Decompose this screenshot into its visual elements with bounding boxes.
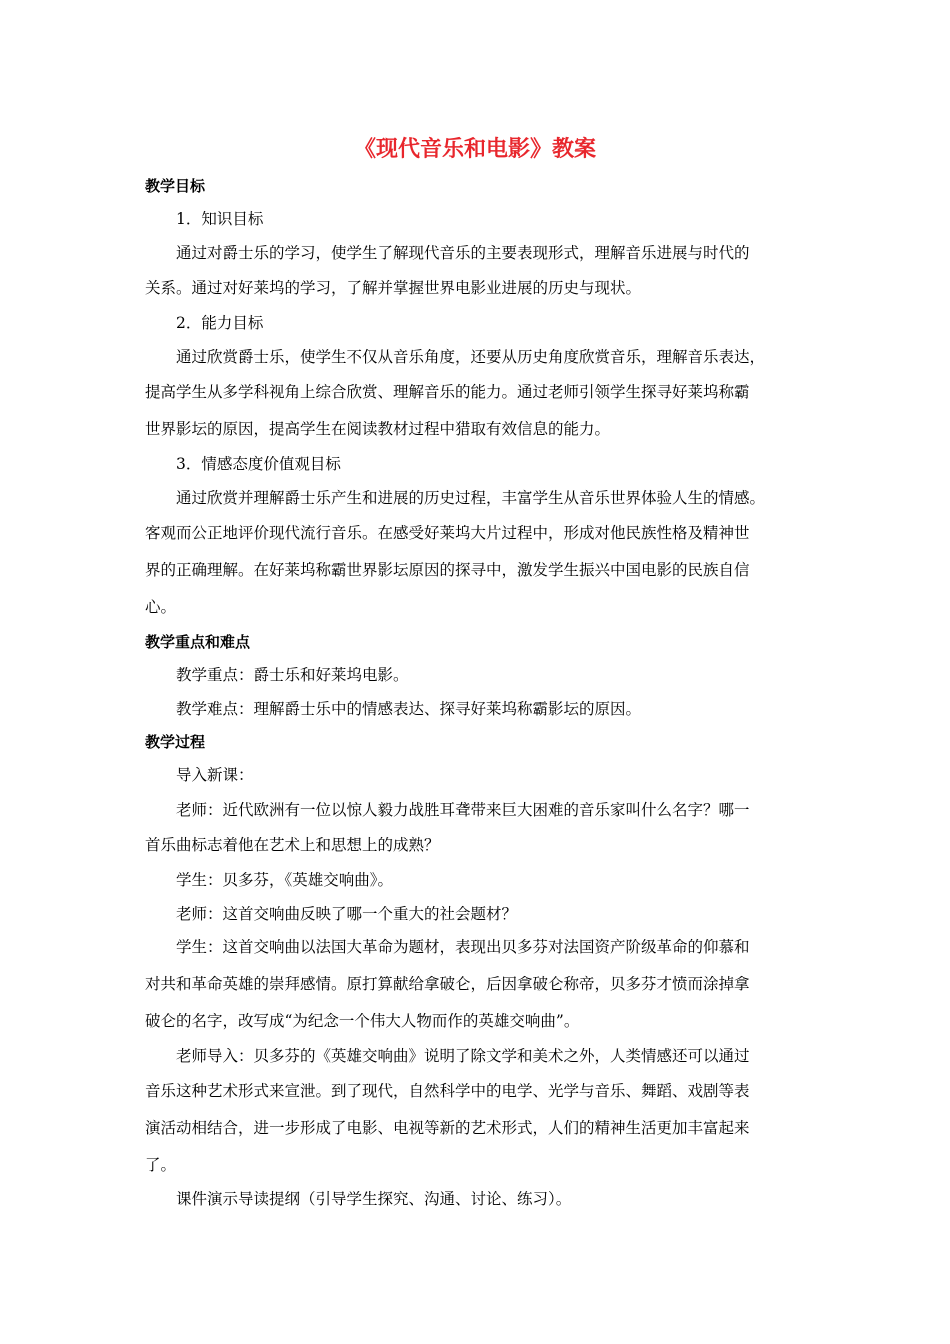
paragraph-line: 通过对爵士乐的学习，使学生了解现代音乐的主要表现形式，理解音乐进展与时代的 <box>176 244 750 262</box>
paragraph-line: 首乐曲标志着他在艺术上和思想上的成熟？ <box>145 836 440 854</box>
paragraph-line: 界的正确理解。在好莱坞称霸世界影坛原因的探寻中，激发学生振兴中国电影的民族自信 <box>145 561 750 579</box>
section-heading-process: 教学过程 <box>145 733 206 751</box>
paragraph-line: 客观而公正地评价现代流行音乐。在感受好莱坞大片过程中，形成对他民族性格及精神世 <box>145 524 750 542</box>
key-point-line: 教学重点：爵士乐和好莱坞电影。 <box>176 666 409 684</box>
paragraph-line: 学生：这首交响曲以法国大革命为题材，表现出贝多芬对法国资产阶级革命的仰慕和 <box>176 938 750 956</box>
paragraph-line: 音乐这种艺术形式来宣泄。到了现代，自然科学中的电学、光学与音乐、舞蹈、戏剧等表 <box>145 1082 750 1100</box>
goal-1-title: 1．知识目标 <box>176 210 264 228</box>
paragraph-line: 了。 <box>145 1156 177 1174</box>
section-heading-goals: 教学目标 <box>145 177 206 195</box>
paragraph-line: 提高学生从多学科视角上综合欣赏、理解音乐的能力。通过老师引领学生探寻好莱坞称霸 <box>145 383 750 401</box>
paragraph-line: 老师：这首交响曲反映了哪一个重大的社会题材？ <box>176 905 518 923</box>
paragraph-line: 老师：近代欧洲有一位以惊人毅力战胜耳聋带来巨大困难的音乐家叫什么名字？哪一 <box>176 801 750 819</box>
paragraph-line: 通过欣赏并理解爵士乐产生和进展的历史过程，丰富学生从音乐世界体验人生的情感。 <box>176 489 766 507</box>
paragraph-line: 破仑的名字，改写成“为纪念一个伟大人物而作的英雄交响曲”。 <box>145 1012 580 1030</box>
section-heading-key-points: 教学重点和难点 <box>145 633 251 651</box>
paragraph-line: 通过欣赏爵士乐，使学生不仅从音乐角度，还要从历史角度欣赏音乐，理解音乐表达， <box>176 348 766 366</box>
paragraph-line: 世界影坛的原因，提高学生在阅读教材过程中猎取有效信息的能力。 <box>145 420 611 438</box>
paragraph-line: 课件演示导读提纲（引导学生探究、沟通、讨论、练习）。 <box>176 1190 572 1208</box>
paragraph-line: 对共和革命英雄的崇拜感情。原打算献给拿破仑，后因拿破仑称帝，贝多芬才愤而涂掉拿 <box>145 975 750 993</box>
paragraph-line: 学生：贝多芬，《英雄交响曲》。 <box>176 871 394 889</box>
intro-label: 导入新课： <box>176 766 254 784</box>
paragraph-line: 关系。通过对好莱坞的学习，了解并掌握世界电影业进展的历史与现状。 <box>145 279 642 297</box>
goal-3-title: 3．情感态度价值观目标 <box>176 455 341 473</box>
paragraph-line: 演活动相结合，进一步形成了电影、电视等新的艺术形式，人们的精神生活更加丰富起来 <box>145 1119 750 1137</box>
difficulty-line: 教学难点：理解爵士乐中的情感表达、探寻好莱坞称霸影坛的原因。 <box>176 700 642 718</box>
document-title: 《现代音乐和电影》教案 <box>353 136 596 162</box>
goal-2-title: 2．能力目标 <box>176 314 264 332</box>
paragraph-line: 老师导入：贝多芬的《英雄交响曲》说明了除文学和美术之外，人类情感还可以通过 <box>176 1047 750 1065</box>
paragraph-line: 心。 <box>145 598 177 616</box>
